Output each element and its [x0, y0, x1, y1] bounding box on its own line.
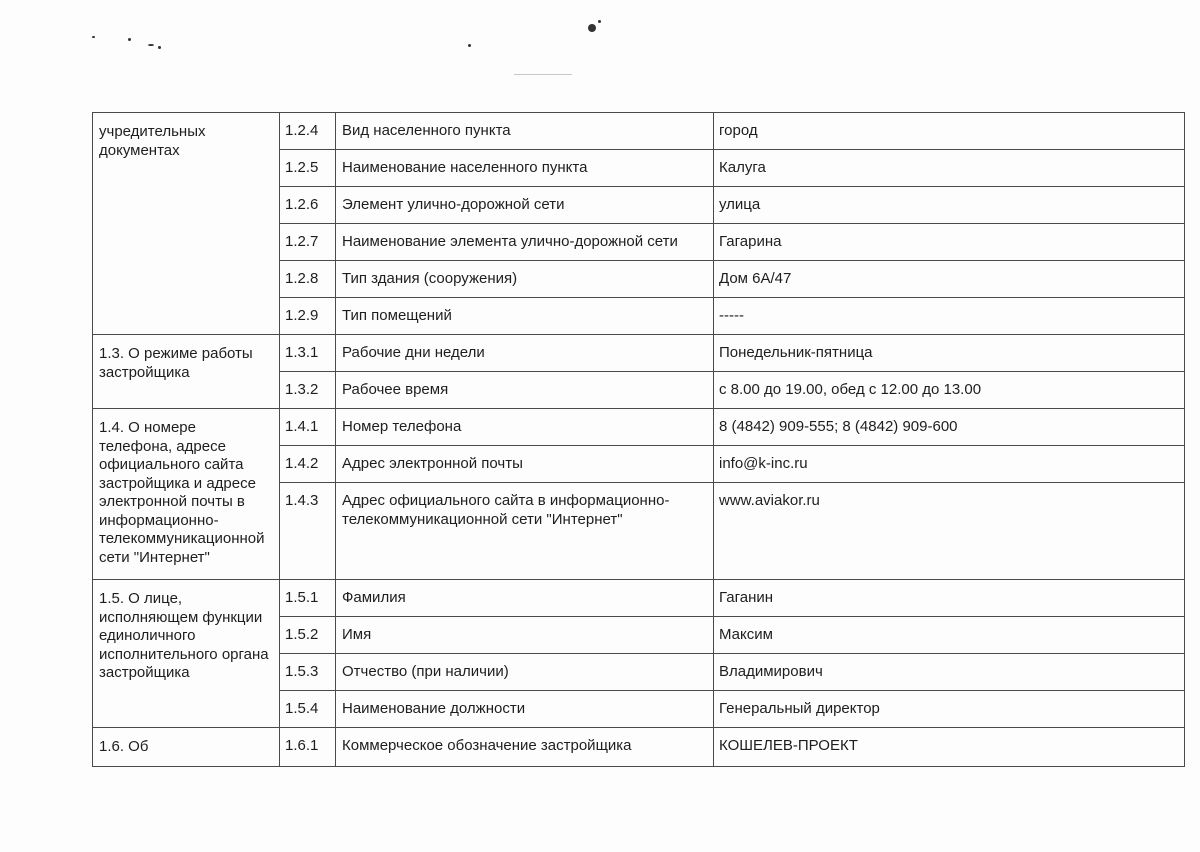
- item-number: 1.3.1: [280, 335, 336, 372]
- field-value: улица: [714, 187, 1185, 224]
- field-value: Генеральный директор: [714, 691, 1185, 728]
- field-name: Наименование населенного пункта: [336, 150, 714, 187]
- item-number: 1.2.5: [280, 150, 336, 187]
- item-number: 1.2.7: [280, 224, 336, 261]
- field-value: КОШЕЛЕВ-ПРОЕКТ: [714, 728, 1185, 767]
- scan-speck: [92, 36, 95, 38]
- field-name: Отчество (при наличии): [336, 654, 714, 691]
- scan-speck: [588, 24, 596, 32]
- item-number: 1.4.2: [280, 446, 336, 483]
- section-cell: учредительных документах: [93, 113, 280, 335]
- field-value: Калуга: [714, 150, 1185, 187]
- section-cell: 1.4. О номере телефона, адресе официального сайта застройщика и адресе электронной почты в информационно-телекоммуникационной сети "Интернет": [93, 409, 280, 580]
- section-cell: 1.6. Об: [93, 728, 280, 767]
- item-number: 1.6.1: [280, 728, 336, 767]
- scan-speck: [514, 74, 572, 75]
- table-row: [93, 335, 1185, 372]
- field-name: Коммерческое обозначение застройщика: [336, 728, 714, 767]
- section-cell: 1.3. О режиме работы застройщика: [93, 335, 280, 409]
- field-name: Фамилия: [336, 580, 714, 617]
- item-number: 1.2.6: [280, 187, 336, 224]
- field-name: Тип здания (сооружения): [336, 261, 714, 298]
- item-number: 1.2.9: [280, 298, 336, 335]
- field-name: Имя: [336, 617, 714, 654]
- field-value: с 8.00 до 19.00, обед с 12.00 до 13.00: [714, 372, 1185, 409]
- table-row: [93, 728, 1185, 767]
- field-name: Наименование элемента улично-дорожной сети: [336, 224, 714, 261]
- table-row: [93, 580, 1185, 617]
- item-number: 1.5.3: [280, 654, 336, 691]
- field-name: Элемент улично-дорожной сети: [336, 187, 714, 224]
- item-number: 1.2.4: [280, 113, 336, 150]
- field-name: Рабочие дни недели: [336, 335, 714, 372]
- field-value: Дом 6А/47: [714, 261, 1185, 298]
- item-number: 1.5.2: [280, 617, 336, 654]
- scan-speck: [598, 20, 601, 23]
- section-cell: 1.5. О лице, исполняющем функции единоличного исполнительного органа застройщика: [93, 580, 280, 728]
- scan-speck: [148, 44, 154, 46]
- field-value: Понедельник-пятница: [714, 335, 1185, 372]
- field-value: info@k-inc.ru: [714, 446, 1185, 483]
- item-number: 1.4.3: [280, 483, 336, 580]
- scan-speck: [128, 38, 131, 41]
- field-value: Гаганин: [714, 580, 1185, 617]
- item-number: 1.2.8: [280, 261, 336, 298]
- field-value: Максим: [714, 617, 1185, 654]
- field-name: Номер телефона: [336, 409, 714, 446]
- field-value: 8 (4842) 909-555; 8 (4842) 909-600: [714, 409, 1185, 446]
- table-row: [93, 409, 1185, 446]
- item-number: 1.5.4: [280, 691, 336, 728]
- scan-speck: [468, 44, 471, 47]
- field-value: город: [714, 113, 1185, 150]
- field-name: Вид населенного пункта: [336, 113, 714, 150]
- item-number: 1.3.2: [280, 372, 336, 409]
- field-name: Адрес электронной почты: [336, 446, 714, 483]
- field-name: Рабочее время: [336, 372, 714, 409]
- field-name: Тип помещений: [336, 298, 714, 335]
- item-number: 1.4.1: [280, 409, 336, 446]
- item-number: 1.5.1: [280, 580, 336, 617]
- field-value: -----: [714, 298, 1185, 335]
- field-name: Наименование должности: [336, 691, 714, 728]
- field-value: www.aviakor.ru: [714, 483, 1185, 580]
- table-row: [93, 113, 1185, 150]
- field-name: Адрес официального сайта в информационно-телекоммуникационной сети "Интернет": [336, 483, 714, 580]
- scan-speck: [158, 46, 161, 49]
- field-value: Владимирович: [714, 654, 1185, 691]
- field-value: Гагарина: [714, 224, 1185, 261]
- developer-info-table: [92, 112, 1185, 767]
